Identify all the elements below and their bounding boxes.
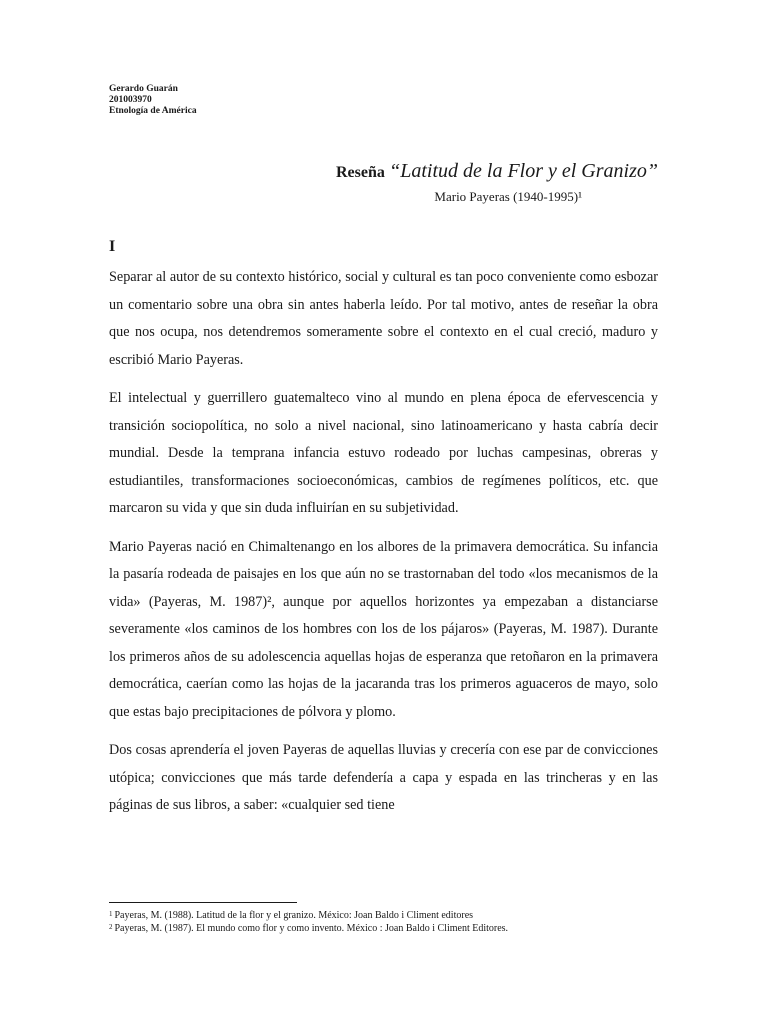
author-name: Gerardo Guarán <box>109 84 178 94</box>
footnote-mark: 1 <box>109 910 113 918</box>
footnote-text: Payeras, M. (1987). El mundo como flor y como invento. México : Joan Baldo i Climent Editores. <box>114 923 509 934</box>
paragraph-4: Dos cosas aprendería el joven Payeras de aquellas lluvias y crecería con ese par de convicciones utópica; convicciones que más tarde defendería a capa y espada en las trincheras y en las páginas de sus libros, a saber: «cualquier sed tiene <box>109 742 658 813</box>
book-title: “Latitud de la Flor y el Granizo” <box>389 160 658 182</box>
body-text <box>109 264 658 831</box>
title-block <box>336 158 658 186</box>
student-id: 201003970 <box>109 95 152 105</box>
paragraph-3: Mario Payeras nació en Chimaltenango en los albores de la primavera democrática. Su infancia la pasaría rodeada de paisajes en los que aún no se trastornaban del todo «los mecanismos de la vida» (Payeras, M. 1987)², aunque por aquellos horizontes ya empezaban a distanciarse severamente «los caminos de los hombres con los de los pájaros» (Payeras, M. 1987). Durante los primeros años de su adolescencia aquellas hojas de esperanza que retoñaron en la primavera democrática, caerían como las hojas de la jacaranda tras los primeros aguaceros de mayo, solo que estas bajo precipitaciones de pólvora y plomo. <box>109 538 658 720</box>
footnote-2 <box>109 922 508 935</box>
section-number: I <box>109 238 116 255</box>
footnotes <box>109 909 508 935</box>
footnote-1 <box>109 909 508 922</box>
course-name: Etnología de América <box>109 106 197 116</box>
footnote-text: Payeras, M. (1988). Latitud de la flor y el granizo. México: Joan Baldo i Climent editores <box>114 910 474 921</box>
footnote-divider <box>109 902 297 903</box>
paragraph-2: El intelectual y guerrillero guatemalteco vino al mundo en plena época de efervescencia y transición sociopolítica, no solo a nivel nacional, sino latinoamericano y hasta cabría decir mundial. Desde la temprana infancia estuvo rodeado por luchas campesinas, obreras y estudiantiles, transformaciones socioeconómicas, cambios de regímenes políticos, etc. que marcaron su vida y que sin duda influirían en su subjetividad. <box>109 390 658 516</box>
footnote-mark: 2 <box>109 923 113 931</box>
header-block <box>109 84 197 117</box>
title-prefix: Reseña <box>335 164 385 181</box>
paragraph-1: Separar al autor de su contexto histórico, social y cultural es tan poco conveniente como esbozar un comentario sobre una obra sin antes haberla leído. Por tal motivo, antes de reseñar la obra que nos ocupa, nos detendremos someramente sobre el contexto en el cual creció, maduro y escribió Mario Payeras. <box>109 269 658 368</box>
book-author-subtitle: Mario Payeras (1940-1995)¹ <box>434 189 582 204</box>
document-title <box>336 158 658 186</box>
